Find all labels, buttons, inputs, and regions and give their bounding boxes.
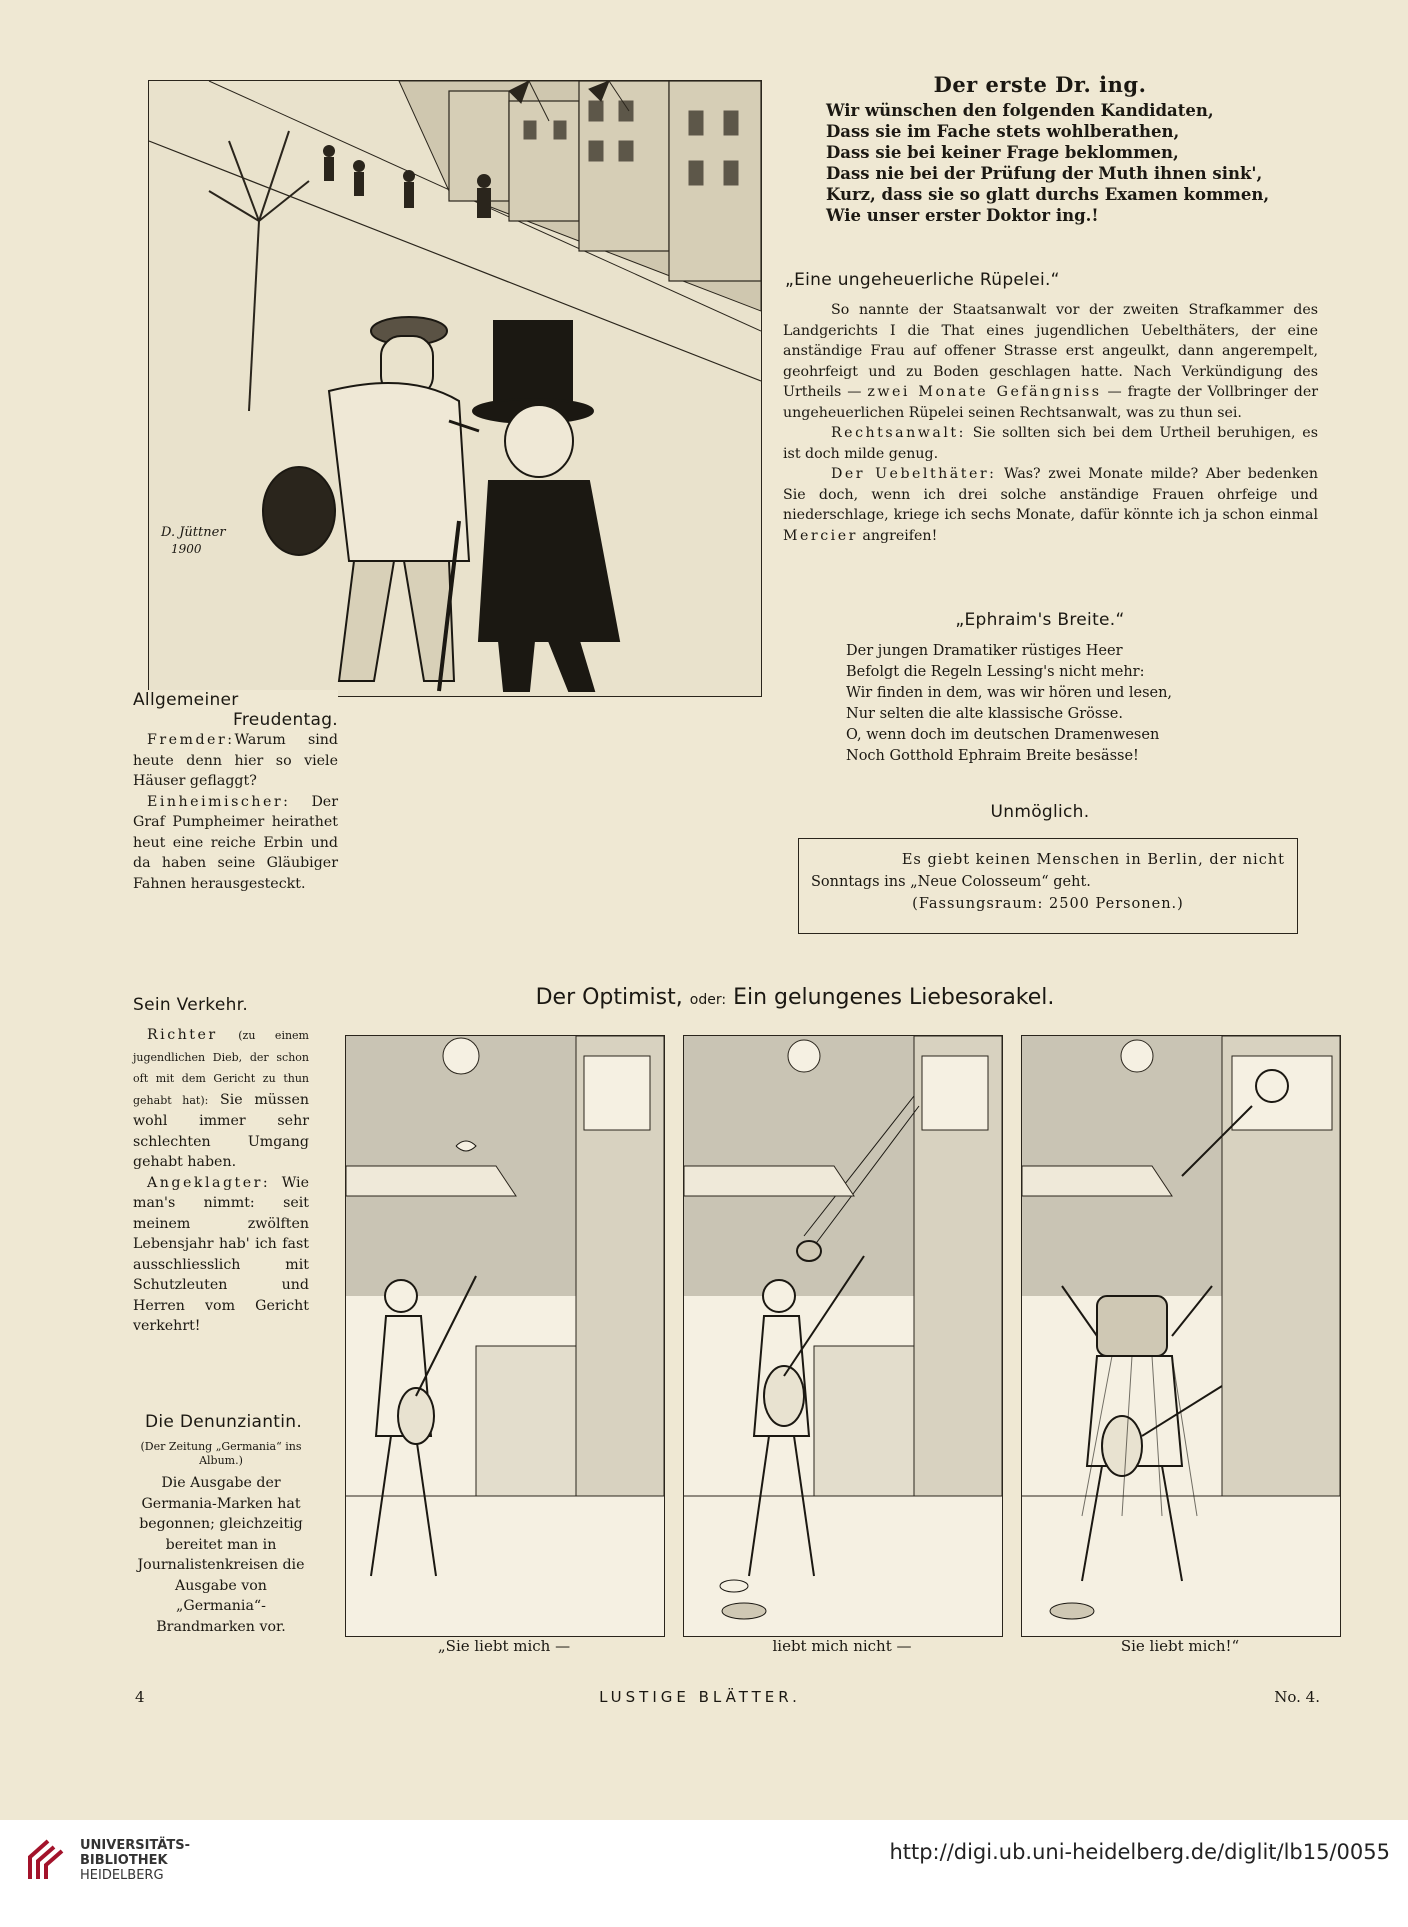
- panel-2-drawing: [684, 1036, 1002, 1636]
- freudentag-body: [133, 730, 338, 894]
- verkehr-note: (zu einem jugendlichen Dieb, der schon oft mit dem Gericht zu thun gehabt hat):: [133, 1029, 309, 1107]
- issue-number: No. 4.: [1274, 1688, 1320, 1706]
- ruepelei-body: [783, 300, 1318, 546]
- ruepelei-p1-end: — fragte der Vollbringer der ungeheuerlichen Rüpelei seinen Rechtsanwalt, was zu thun sei.: [783, 384, 1319, 421]
- library-name-line-1: UNIVERSITÄTS-: [80, 1838, 190, 1853]
- freudentag-title-2: Freudentag.: [233, 710, 338, 730]
- ephraim-line: Nur selten die alte klassische Grösse.: [846, 706, 1123, 722]
- ruepelei-name-mercier: Mercier: [783, 527, 858, 544]
- ephraim-line: Noch Gotthold Ephraim Breite besässe!: [846, 748, 1139, 764]
- ruepelei-title: „Eine ungeheuerliche Rüpelei.“: [785, 270, 1060, 290]
- verkehr-text-2: Wie man's nimmt: seit meinem zwölften Lebensjahr hab' ich fast ausschliesslich mit Schutzleuten und Herren vom Gericht verkehrt!: [133, 1174, 309, 1334]
- denunziantin-body: [133, 1473, 309, 1637]
- dr-ing-line: Wir wünschen den folgenden Kandidaten,: [826, 101, 1214, 120]
- unmoeglich-line-2: Sonntags ins „Neue Colosseum“ geht.: [811, 874, 1091, 890]
- dr-ing-line: Dass sie im Fache stets wohlberathen,: [826, 122, 1180, 141]
- svg-text:D. Jüttner: D. Jüttner: [161, 525, 226, 540]
- dr-ing-poem: [826, 100, 1286, 226]
- unmoeglich-line-3: (Fassungsraum: 2500 Personen.): [912, 896, 1184, 912]
- dr-ing-line: Dass nie bei der Prüfung der Muth ihnen sink',: [826, 164, 1263, 183]
- optimist-title-c: Ein gelungenes Liebesorakel.: [733, 985, 1055, 1010]
- unmoeglich-line-1: Es giebt keinen Menschen in Berlin, der nicht: [901, 852, 1285, 868]
- optimist-panel-2: [683, 1035, 1003, 1637]
- freudentag-text-2: Der Graf Pumpheimer heirathet heut eine reiche Erbin und da haben seine Gläubiger Fahnen herausgesteckt.: [133, 793, 338, 892]
- speaker-angeklagter: Angeklagter:: [147, 1174, 271, 1191]
- optimist-title: [345, 985, 1245, 1010]
- library-name: [80, 1838, 190, 1883]
- speaker-richter: Richter: [147, 1027, 218, 1043]
- verkehr-text-1: Sie müssen wohl immer sehr schlechten Umgang gehabt haben.: [133, 1091, 309, 1170]
- dr-ing-line: Dass sie bei keiner Frage beklommen,: [826, 143, 1179, 162]
- verkehr-title: Sein Verkehr.: [133, 995, 249, 1015]
- library-logo-icon: [22, 1835, 72, 1885]
- ephraim-title: „Ephraim's Breite.“: [955, 610, 1125, 630]
- dr-ing-line: Kurz, dass sie so glatt durchs Examen kommen,: [826, 185, 1270, 204]
- ruepelei-p3-end: angreifen!: [862, 527, 938, 544]
- street-illustration: [148, 80, 762, 697]
- ruepelei-p3: Was? zwei Monate milde? Aber bedenken Sie doch, wenn ich drei solche anständige Frauen ohrfeige und niederschlage, kriege ich sechs Monate, dafür könnte ich ja schon einmal: [783, 466, 1319, 523]
- optimist-panel-3: [1021, 1035, 1341, 1637]
- ruepelei-p1: So nannte der Staatsanwalt vor der zweiten Strafkammer des Landgerichts I die That eines jugendlichen Uebelthäters, der eine anständige Frau auf offener Strasse erst angeulkt, dann angerempelt, geohrfeigt und zu Boden geschlagen hatte. Nach Verkündigung des Urtheils —: [783, 302, 1318, 400]
- magazine-name: LUSTIGE BLÄTTER.: [599, 1688, 801, 1706]
- freudentag-text-1: Warum sind heute denn hier so viele Häuser geflaggt?: [133, 732, 338, 789]
- library-name-line-2: BIBLIOTHEK: [80, 1853, 168, 1868]
- optimist-panel-1: [345, 1035, 665, 1637]
- page-number: 4: [135, 1688, 145, 1706]
- caption-panel-2: liebt mich nicht —: [772, 1637, 912, 1655]
- freudentag-title-1: Allgemeiner: [133, 690, 239, 710]
- library-name-line-3: HEIDELBERG: [80, 1868, 164, 1883]
- document-url-link[interactable]: http://digi.ub.uni-heidelberg.de/diglit/lb15/0055: [889, 1840, 1390, 1864]
- panel-3-drawing: [1022, 1036, 1340, 1636]
- denunziantin-text: Die Ausgabe der Germania-Marken hat begonnen; gleichzeitig bereitet man in Journalistenkreisen die Ausgabe von „Germania“-Brandmarken vor.: [137, 1475, 305, 1635]
- dr-ing-title: Der erste Dr. ing.: [933, 72, 1147, 97]
- street-scene-drawing: [149, 81, 761, 696]
- panel-1-drawing: [346, 1036, 664, 1636]
- ruepelei-p2: Sie sollten sich bei dem Urtheil beruhigen, es ist doch milde genug.: [783, 425, 1318, 462]
- denunziantin-title: Die Denunziantin.: [145, 1412, 303, 1432]
- speaker-uebelthaeter: Der Uebelthäter:: [831, 466, 997, 482]
- library-banner: [0, 1820, 1408, 1927]
- optimist-title-a: Der Optimist,: [535, 985, 683, 1010]
- ephraim-line: Wir finden in dem, was wir hören und lesen,: [846, 685, 1173, 701]
- ephraim-line: O, wenn doch im deutschen Dramenwesen: [846, 727, 1160, 743]
- unmoeglich-title: Unmöglich.: [990, 802, 1090, 822]
- dr-ing-line: Wie unser erster Doktor ing.!: [826, 206, 1099, 225]
- ephraim-poem: [846, 641, 1286, 767]
- ruepelei-verdict: zwei Monate Gefängniss: [867, 384, 1102, 400]
- denunziantin-note: (Der Zeitung „Germania“ ins Album.): [140, 1440, 302, 1467]
- ephraim-line: Der jungen Dramatiker rüstiges Heer: [846, 643, 1123, 659]
- speaker-rechtsanwalt: Rechtsanwalt:: [831, 425, 966, 441]
- svg-text:1900: 1900: [171, 542, 202, 556]
- speaker-einheimischer: Einheimischer:: [147, 793, 291, 810]
- unmoeglich-box: [798, 838, 1298, 934]
- verkehr-body: [133, 1025, 309, 1337]
- caption-panel-3: Sie liebt mich!“: [1120, 1637, 1240, 1655]
- ephraim-line: Befolgt die Regeln Lessing's nicht mehr:: [846, 664, 1145, 680]
- speaker-fremder: Fremder:: [147, 732, 235, 748]
- optimist-title-b: oder:: [689, 992, 727, 1008]
- freudentag-article: [133, 690, 338, 894]
- caption-panel-1: „Sie liebt mich —: [437, 1637, 571, 1655]
